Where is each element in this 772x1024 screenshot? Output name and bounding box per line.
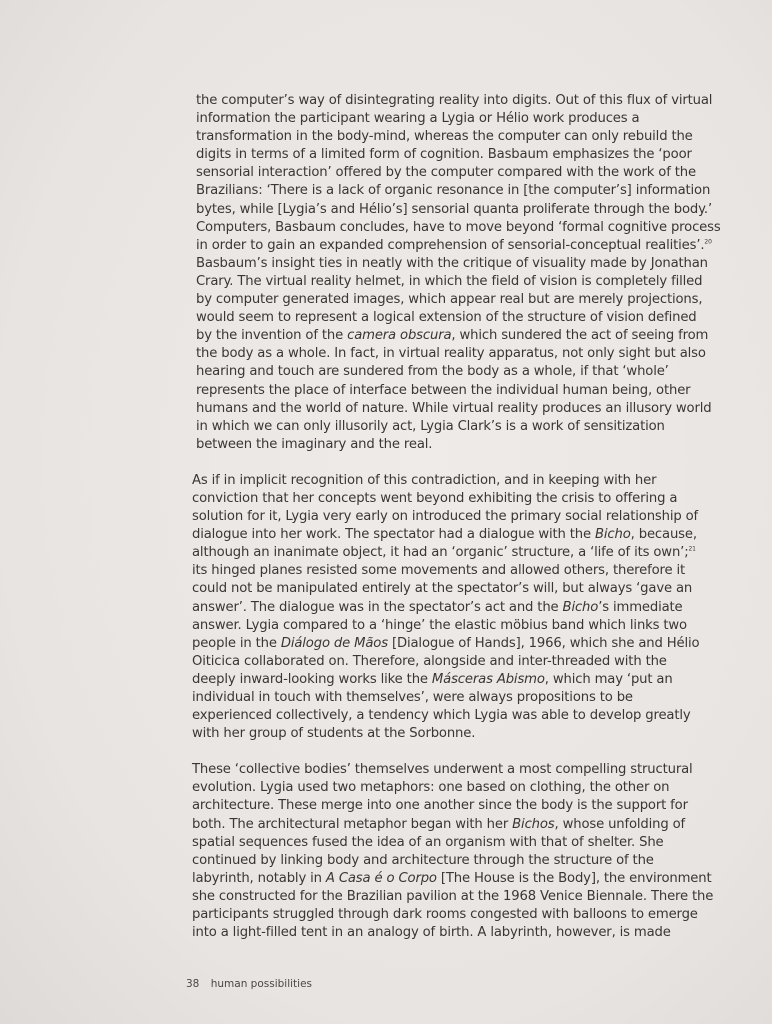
footnote-ref: 20 bbox=[704, 238, 712, 246]
text-run: solution for it, Lygia very early on introduced the primary social relationship of bbox=[192, 509, 699, 525]
text-line bbox=[192, 888, 714, 906]
text-line bbox=[192, 653, 702, 671]
text-run: Basbaum’s insight ties in neatly with the critique of visuality made by Jonathan bbox=[196, 255, 708, 271]
paragraph bbox=[196, 92, 721, 454]
text-run: Crary. The virtual reality helmet, in which the field of vision is completely filled bbox=[196, 273, 703, 289]
paragraph bbox=[192, 472, 702, 743]
text-run: conviction that her concepts went beyond exhibiting the crisis to offering a bbox=[192, 490, 678, 506]
text-run: [The House is the Body], the environment bbox=[436, 870, 712, 886]
text-line bbox=[196, 92, 713, 110]
text-run: dialogue into her work. The spectator had a dialogue with the bbox=[192, 527, 596, 543]
text-run: would seem to represent a logical extension of the structure of vision defined bbox=[196, 310, 697, 326]
text-line bbox=[192, 635, 702, 653]
text-run: Computers, Basbaum concludes, have to move beyond ‘formal cognitive process bbox=[196, 219, 721, 235]
text-run: the body as a whole. In fact, in virtual reality apparatus, not only sight but also bbox=[196, 346, 706, 362]
text-line bbox=[192, 544, 702, 562]
italic-title: Bichos bbox=[512, 816, 555, 832]
text-line bbox=[192, 707, 702, 725]
text-run: deeply inward-looking works like the bbox=[192, 671, 432, 687]
text-run: by the invention of the bbox=[196, 328, 348, 344]
text-line bbox=[192, 617, 702, 635]
text-run: hearing and touch are sundered from the body as a whole, if that ‘whole’ bbox=[196, 364, 669, 380]
text-line bbox=[192, 508, 702, 526]
page-number: 38 bbox=[186, 978, 200, 990]
text-run: Brazilians: ‘There is a lack of organic resonance in [the computer’s] information bbox=[196, 183, 711, 199]
text-line bbox=[196, 219, 721, 237]
text-run: architecture. These merge into one another since the body is the support for bbox=[192, 798, 688, 814]
italic-title: Másceras Abismo bbox=[431, 671, 545, 687]
text-line bbox=[196, 110, 702, 128]
text-line bbox=[196, 309, 702, 327]
text-run: although an inanimate object, it had an ‘organic’ structure, a ‘life of its own’; bbox=[192, 545, 689, 561]
text-line bbox=[196, 327, 709, 345]
text-run: information the participant wearing a Lygia or Hélio work produces a bbox=[196, 111, 640, 127]
text-run: , which may ‘put an bbox=[544, 671, 673, 687]
text-run: with her group of students at the Sorbonne. bbox=[192, 726, 476, 742]
text-run: the computer’s way of disintegrating reality into digits. Out of this flux of virtual bbox=[196, 93, 713, 108]
text-line bbox=[196, 164, 702, 182]
text-run: both. The architectural metaphor began with her bbox=[192, 816, 513, 832]
text-run: , whose unfolding of bbox=[554, 816, 686, 832]
text-run: participants struggled through dark rooms congested with balloons to emerge bbox=[192, 907, 698, 923]
footnote-ref: 21 bbox=[688, 545, 696, 553]
text-run: people in the bbox=[192, 635, 281, 651]
text-line bbox=[196, 345, 706, 363]
text-line bbox=[192, 490, 702, 508]
page-footer bbox=[186, 978, 312, 990]
text-line bbox=[192, 725, 702, 743]
text-line bbox=[192, 580, 702, 598]
italic-title: A Casa é o Corpo bbox=[325, 870, 437, 886]
text-run: transformation in the body-mind, whereas the computer can only rebuild the bbox=[196, 129, 693, 145]
text-run: individual in touch with themselves’, were always propositions to be bbox=[192, 690, 633, 705]
text-line bbox=[192, 779, 702, 797]
text-run: represents the place of interface between the individual human being, other bbox=[196, 382, 691, 398]
text-run: in which we can only illusorily act, Lygia Clark’s is a work of sensitization bbox=[196, 418, 665, 434]
text-line bbox=[192, 816, 702, 834]
text-run: into a light-filled tent in an analogy of birth. A labyrinth, however, is made bbox=[192, 925, 671, 941]
text-run: As if in implicit recognition of this contradiction, and in keeping with her bbox=[192, 472, 657, 488]
text-line bbox=[192, 599, 702, 617]
text-run: experienced collectively, a tendency which Lygia was able to develop greatly bbox=[192, 708, 691, 724]
text-run: its hinged planes resisted some movements and allowed others, therefore it bbox=[192, 563, 686, 579]
text-line bbox=[196, 128, 702, 146]
text-line bbox=[192, 526, 702, 544]
text-line bbox=[196, 182, 711, 200]
text-line bbox=[196, 291, 702, 309]
text-line bbox=[196, 382, 702, 400]
text-run: answer. Lygia compared to a ‘hinge’ the elastic möbius band which links two bbox=[192, 617, 687, 633]
text-run: by computer generated images, which appear real but are merely projections, bbox=[196, 292, 703, 308]
text-run: humans and the world of nature. While virtual reality produces an illusory world bbox=[196, 400, 712, 416]
text-line bbox=[192, 924, 702, 942]
text-run: labyrinth, notably in bbox=[192, 870, 326, 886]
text-line bbox=[192, 562, 702, 580]
text-line bbox=[192, 834, 702, 852]
text-run: , because, bbox=[630, 527, 697, 543]
text-line bbox=[192, 761, 702, 779]
text-run: could not be manipulated entirely at the spectator’s will, but always ‘gave an bbox=[192, 581, 693, 597]
text-line bbox=[196, 255, 708, 273]
running-title: human possibilities bbox=[210, 978, 313, 990]
text-line bbox=[192, 797, 702, 815]
text-run: in order to gain an expanded comprehension of sensorial-conceptual realities’. bbox=[196, 237, 705, 253]
italic-title: Bicho bbox=[562, 599, 599, 615]
text-run: answer’. The dialogue was in the spectator’s act and the bbox=[192, 599, 563, 615]
italic-title: camera obscura bbox=[347, 328, 452, 344]
text-run: between the imaginary and the real. bbox=[196, 436, 433, 452]
text-run: ’s immediate bbox=[598, 599, 683, 615]
text-line bbox=[196, 418, 702, 436]
text-run: sensorial interaction’ offered by the computer compared with the work of the bbox=[196, 165, 696, 181]
text-line bbox=[196, 363, 702, 381]
text-run: evolution. Lygia used two metaphors: one based on clothing, the other on bbox=[192, 780, 670, 796]
text-line bbox=[196, 237, 712, 255]
italic-title: Diálogo de Mãos bbox=[280, 635, 388, 651]
text-line bbox=[192, 472, 702, 490]
text-line bbox=[196, 273, 702, 291]
text-run: continued by linking body and architecture through the structure of the bbox=[192, 852, 654, 868]
text-line bbox=[196, 201, 712, 219]
text-run: Oiticica collaborated on. Therefore, alongside and inter-threaded with the bbox=[192, 653, 667, 669]
text-line bbox=[192, 671, 702, 689]
text-run: spatial sequences fused the idea of an organism with that of shelter. She bbox=[192, 834, 664, 850]
text-line bbox=[192, 852, 702, 870]
text-line bbox=[196, 146, 702, 164]
text-run: These ‘collective bodies’ themselves underwent a most compelling structural bbox=[192, 762, 693, 778]
text-run: , which sundered the act of seeing from bbox=[451, 328, 709, 344]
italic-title: Bicho bbox=[595, 527, 631, 543]
text-run: bytes, while [Lygia’s and Hélio’s] sensorial quanta proliferate through the body.’ bbox=[196, 201, 712, 217]
text-line bbox=[192, 870, 712, 888]
text-line bbox=[196, 400, 712, 418]
text-line bbox=[196, 436, 702, 454]
body-text bbox=[192, 92, 721, 960]
text-line bbox=[192, 689, 702, 707]
text-run: digits in terms of a limited form of cognition. Basbaum emphasizes the ‘poor bbox=[196, 147, 692, 163]
text-line bbox=[192, 906, 702, 924]
text-run: she constructed for the Brazilian pavilion at the 1968 Venice Biennale. There the bbox=[192, 888, 714, 904]
paragraph bbox=[192, 761, 714, 942]
text-run: [Dialogue of Hands], 1966, which she and Hélio bbox=[387, 635, 700, 651]
